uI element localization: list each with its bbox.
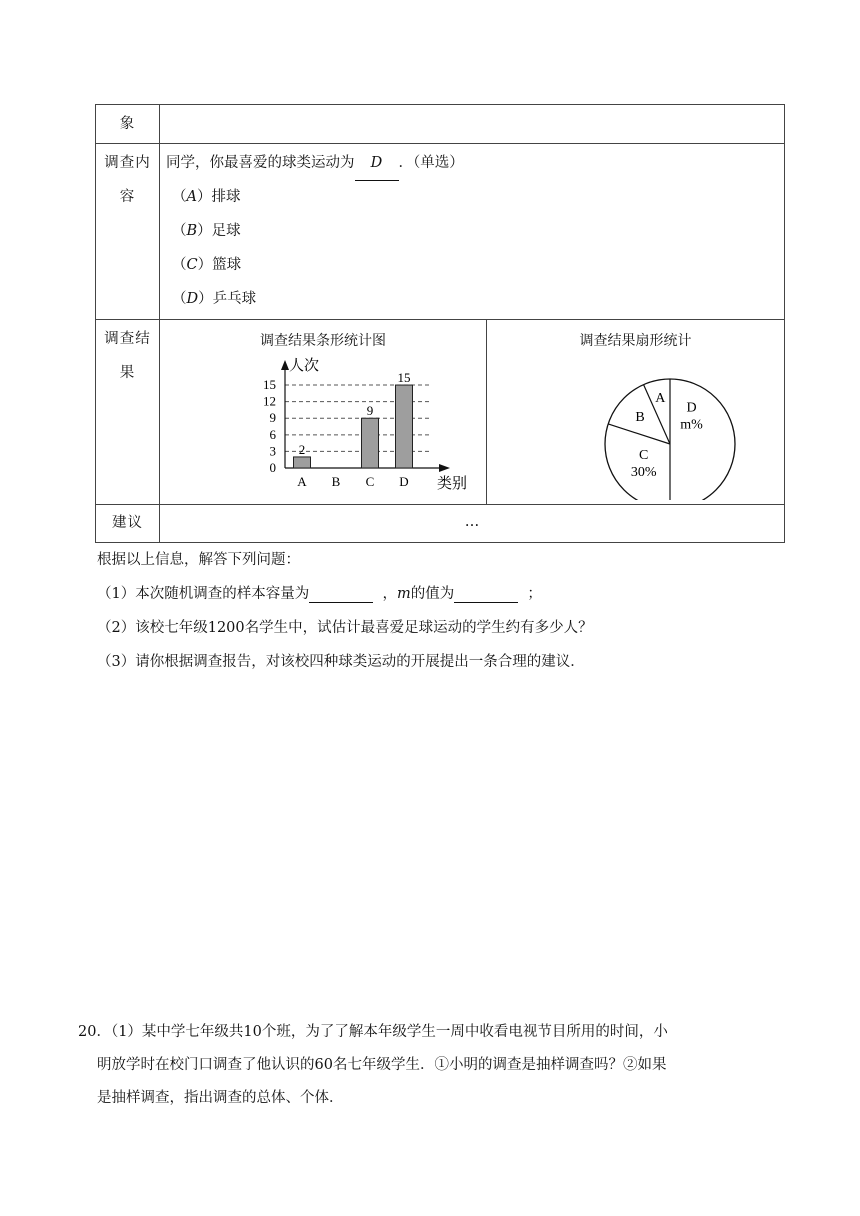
pie-chart-title: 调查结果扇形统计 bbox=[579, 333, 692, 349]
row-label-object: 象 bbox=[96, 105, 160, 144]
row-label-result bbox=[96, 320, 160, 505]
y-tick-label: 3 bbox=[269, 443, 276, 459]
variable-m: m bbox=[396, 586, 411, 602]
pie-slice-label: C bbox=[639, 448, 649, 464]
x-tick-label: B bbox=[331, 474, 341, 489]
problem-20-line1: 20．（1）某中学七年级共10个班，为了了解本年级学生一周中收看电视节目所用的时间，小 bbox=[78, 1024, 668, 1040]
table-row-content bbox=[96, 144, 785, 320]
question-answer-blank: D bbox=[355, 146, 399, 181]
problem-20-line3: 是抽样调查，指出调查的总体、个体． bbox=[97, 1090, 344, 1106]
pie-chart-cell bbox=[487, 320, 785, 505]
question-2: （2）该校七年级1200名学生中，试估计最喜爱足球运动的学生约有多少人？ bbox=[97, 620, 593, 636]
question-prefix: 同学，你最喜爱的球类运动为 bbox=[166, 155, 355, 171]
question-1: （1）本次随机调查的样本容量为 ，m的值为 ； bbox=[97, 586, 542, 602]
survey-question-cell bbox=[160, 144, 785, 320]
row-label-content-line1: 调查内 bbox=[104, 155, 151, 171]
row-label-content-line2: 容 bbox=[119, 189, 136, 205]
bar-data-label: 2 bbox=[298, 441, 306, 457]
option-b: （B）足球 bbox=[172, 223, 241, 239]
answer-blank-sample-size[interactable] bbox=[309, 586, 373, 603]
y-tick-label: 15 bbox=[263, 377, 276, 393]
x-tick-label: D bbox=[399, 474, 409, 489]
x-axis-label: 类别 bbox=[437, 476, 468, 492]
row-label-result-line2: 果 bbox=[119, 365, 136, 381]
bar-data-label: 15 bbox=[397, 370, 411, 386]
pie-chart bbox=[487, 350, 783, 500]
option-text: 乒乓球 bbox=[212, 291, 257, 307]
bar bbox=[362, 418, 379, 468]
option-text: 篮球 bbox=[212, 257, 242, 273]
y-axis-label: 人次 bbox=[289, 358, 320, 374]
x-tick-label: C bbox=[365, 474, 375, 489]
suggestion-content: … bbox=[160, 505, 785, 543]
option-d: （D）乒乓球 bbox=[172, 291, 257, 307]
option-text: 足球 bbox=[211, 223, 241, 239]
y-tick-label: 0 bbox=[269, 460, 276, 475]
bar-chart-cell bbox=[160, 320, 487, 505]
table-row-result bbox=[96, 320, 785, 505]
question-suffix: ．（单选） bbox=[398, 155, 464, 171]
row-label-result-line1: 调查结 bbox=[104, 331, 151, 347]
problem-20-line2: 明放学时在校门口调查了他认识的60名七年级学生．①小明的调查是抽样调查吗？②如果 bbox=[97, 1057, 667, 1073]
survey-question bbox=[160, 146, 784, 180]
table-row-suggestion bbox=[96, 505, 785, 543]
option-text: 排球 bbox=[211, 189, 241, 205]
option-letter: D bbox=[186, 291, 199, 307]
y-axis-arrow bbox=[281, 360, 289, 370]
option-letter: A bbox=[186, 189, 197, 205]
bar bbox=[294, 457, 311, 468]
pie-slice-label: B bbox=[635, 410, 645, 426]
y-tick-label: 9 bbox=[269, 410, 276, 426]
question-1-end: ； bbox=[527, 586, 542, 602]
option-c: （C）篮球 bbox=[172, 257, 242, 273]
bar-chart-title: 调查结果条形统计图 bbox=[260, 333, 386, 349]
pie-slice-label: A bbox=[655, 391, 666, 407]
survey-report-table bbox=[95, 104, 785, 543]
y-tick-label: 6 bbox=[269, 426, 276, 442]
pie-slice-value-label: 30% bbox=[630, 465, 657, 481]
bar bbox=[396, 385, 413, 468]
question-1-part2: 的值为 bbox=[410, 586, 455, 602]
pie-slice-label: D bbox=[686, 400, 697, 416]
option-letter: C bbox=[186, 257, 198, 273]
table-row-object bbox=[96, 105, 785, 144]
x-axis-arrow bbox=[439, 464, 450, 472]
row-label-suggestion: 建议 bbox=[96, 505, 160, 543]
option-a: （A）排球 bbox=[172, 189, 241, 205]
y-tick-label: 12 bbox=[263, 393, 276, 409]
bar-chart bbox=[160, 350, 485, 500]
question-3: （3）请你根据调查报告，对该校四种球类运动的开展提出一条合理的建议． bbox=[97, 654, 585, 670]
row-content-object bbox=[160, 105, 785, 144]
answer-blank-m[interactable] bbox=[454, 586, 518, 603]
pie-slice-value-label: m% bbox=[680, 417, 703, 433]
x-tick-label: A bbox=[297, 474, 307, 489]
question-1-part1: （1）本次随机调查的样本容量为 bbox=[97, 586, 310, 602]
row-label-content bbox=[96, 144, 160, 320]
option-letter: B bbox=[186, 223, 198, 239]
bar-data-label: 9 bbox=[366, 403, 374, 419]
intro-text: 根据以上信息，解答下列问题： bbox=[97, 552, 300, 568]
